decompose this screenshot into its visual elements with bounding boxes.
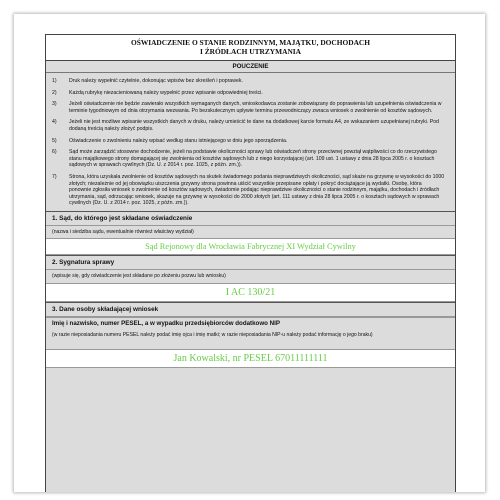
- instruction-number: 6): [52, 149, 57, 156]
- title-line-1: OŚWIADCZENIE O STANIE RODZINNYM, MAJĄTKU, DOCHODACH: [130, 38, 371, 47]
- instruction-item: [52, 101, 449, 114]
- instruction-text: Każdą rubrykę niezacieniowaną należy wypełnić przez wpisanie odpowiedniej treści.: [69, 89, 263, 96]
- instruction-text: Druk należy wypełnić czytelnie, dokonując wpisów bez skreśleń i poprawek.: [69, 78, 243, 84]
- instruction-item: [52, 138, 449, 145]
- section-applicant-heading: 3. Dane osoby składającej wniosek: [46, 302, 455, 317]
- instruction-text: Jeżeli nie jest możliwe wpisanie wszystkich danych w druku, należy umieścić te dane na dodatkowej karcie formatu A4, ze wskazaniem uzupełnianej rubryki. Pod dodaną treścią należy złożyć podpis.: [69, 119, 439, 132]
- instruction-item: [52, 78, 449, 85]
- title-line-2: I ŹRÓDŁACH UTRZYMANIA: [199, 47, 301, 56]
- section-case-number-heading: 2. Sygnatura sprawy: [46, 255, 455, 270]
- pouczenie-heading: POUCZENIE: [46, 61, 455, 73]
- instruction-text: Jeżeli oświadczenie nie będzie zawierało wszystkich wymaganych danych, wnioskodawca zostanie zobowiązany do poprawienia lub uzupełnienia oświadczenia w terminie tygodniowym od dnia otrzymania wezwania. Po bezskutecznym upływie terminu przewodniczący zwraca wniosek o zwolnienie od kosztów sądowych.: [69, 101, 442, 114]
- instruction-text: Strona, która uzyskała zwolnienie od kosztów sądowych na skutek świadomego podania nieprawdziwych okoliczności, sąd skaże na grzywnę w wysokości do 1000 złotych; niezależnie od jej obowiązku uiszczenia grzywny strona powinna uiścić wszystkie przepisane opłaty i pokryć dociążające ją wydatki. Osobę, która ponownie zgłosiła wniosek o zwolnienie od kosztów sądowych, świadomie podając nieprawdziwe okoliczności o stanie rodzinnym, majątku, dochodach i źródłach utrzymania, sąd, odrzucając wniosek, skazuje na grzywnę w wysokości do 2000 złotych (art. 111 ustawy z dnia 28 lipca 2005 r. o kosztach sądowych w sprawach cywilnych (Dz. U. z 2014 r. poz. 1025, z późn. zm.)).: [69, 173, 445, 207]
- instruction-item: [52, 119, 449, 132]
- instruction-number: 4): [52, 119, 57, 126]
- instruction-number: 2): [52, 89, 57, 96]
- document-page: [14, 14, 485, 492]
- section-court-hint: (nazwa i siedziba sądu, ewentualnie również właściwy wydział): [52, 228, 194, 235]
- instruction-item: [52, 149, 449, 169]
- applicant-subheading: Imię i nazwisko, numer PESEL, a w wypadku przedsiębiorców dodatkowo NIP: [46, 317, 455, 329]
- instruction-text: Oświadczenie o zwolnieniu należy wpisać według stanu istniejącego w dniu jego sporządzenia.: [69, 137, 288, 144]
- declaration-form: [45, 34, 456, 492]
- applicant-hint: (w razie nieposiadania numeru PESEL należy podać imię ojca i imię matki; w razie nieposiadania NIP-u należy podać informację o jego braku): [52, 331, 373, 338]
- instructions-list: [46, 78, 455, 207]
- case-number-field[interactable]: I AC 130/21: [46, 283, 455, 302]
- instruction-number: 7): [52, 173, 57, 180]
- section-court-heading: 1. Sąd, do którego jest składane oświadczenie: [46, 211, 455, 226]
- form-title: [46, 35, 455, 61]
- instruction-item: [52, 174, 449, 207]
- instruction-number: 5): [52, 137, 57, 144]
- applicant-name-field[interactable]: Jan Kowalski, nr PESEL 67011111111: [46, 349, 455, 368]
- instruction-number: 1): [52, 78, 57, 84]
- instruction-item: [52, 90, 449, 97]
- court-name-field[interactable]: Sąd Rejonowy dla Wrocławia Fabrycznej XI Wydział Cywilny: [46, 238, 455, 255]
- instruction-number: 3): [52, 101, 57, 108]
- instruction-text: Sąd może zarządzić stosowne dochodzenie, jeżeli na podstawie okoliczności sprawy lub oświadczeń strony przeciwnej powziął wątpliwości co do rzeczywistego stanu majątkowego strony domagającej się zwolnienia od kosztów sądowych lub z niego korzystającej (art. 109 ust. 1 ustawy z dnia 28 lipca 2005 r. o kosztach sądowych w sprawach cywilnych (Dz. U. z 2014 r. poz. 1025, z późn. zm.)).: [69, 149, 437, 169]
- section-case-number-hint: (wpisuje się, gdy oświadczenie jest składane po złożeniu pozwu lub wniosku): [52, 273, 226, 280]
